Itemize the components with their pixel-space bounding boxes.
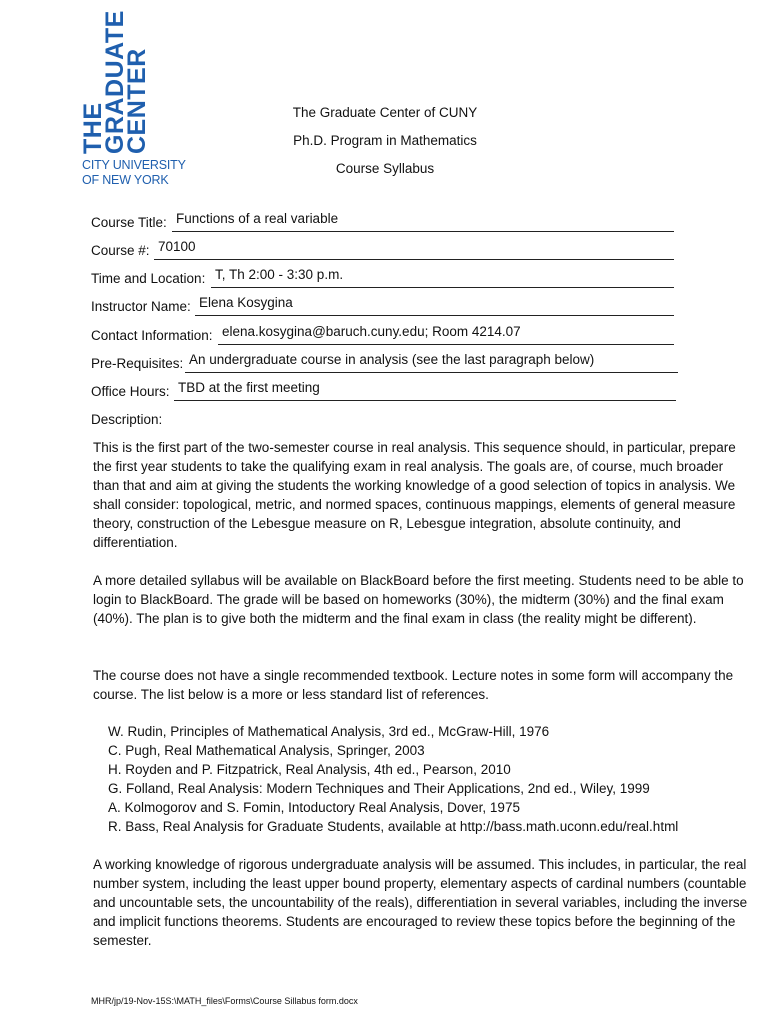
- field-prerequisites: [91, 352, 595, 374]
- logo-sub-line2: OF NEW YORK: [82, 173, 169, 187]
- field-course-title-label: Course Title:: [91, 215, 167, 230]
- reference-item: G. Folland, Real Analysis: Modern Techniques and Their Applications, 2nd ed., Wiley, 1999: [108, 781, 650, 796]
- field-contact-information-label: Contact Information:: [91, 328, 213, 343]
- field-course-number: [91, 239, 196, 261]
- field-instructor-name-label: Instructor Name:: [91, 299, 191, 314]
- description-paragraph-3: The course does not have a single recommended textbook. Lecture notes in some form will accompany the course. The list below is a more or less standard list of references.: [93, 668, 734, 702]
- description-paragraph-4: A working knowledge of rigorous undergraduate analysis will be assumed. This includes, in particular, the real number system, including the least upper bound property, elementary aspects of cardinal numbers (countable and uncountable sets, the uncountability of the reals), differentiation in several variables, including the inverse and implicit functions theorems. Students are encouraged to review these topics before the beginning of the semester.: [93, 857, 748, 948]
- field-office-hours: [91, 380, 320, 402]
- course-title-value[interactable]: Functions of a real variable: [172, 216, 674, 232]
- field-prerequisites-label: Pre-Requisites:: [91, 356, 184, 371]
- footer-file-path: MHR/jp/19-Nov-15S:\MATH_files\Forms\Course Sillabus form.docx: [91, 996, 358, 1006]
- field-time-location-label: Time and Location:: [91, 271, 206, 286]
- reference-item: R. Bass, Real Analysis for Graduate Students, available at http://bass.math.uconn.edu/real.html: [108, 819, 679, 834]
- field-course-number-label: Course #:: [91, 243, 150, 258]
- office-hours-value[interactable]: TBD at the first meeting: [174, 385, 676, 401]
- reference-item: W. Rudin, Principles of Mathematical Analysis, 3rd ed., McGraw-Hill, 1976: [108, 724, 550, 739]
- logo-sub-line1: CITY UNIVERSITY: [82, 158, 186, 172]
- field-office-hours-label: Office Hours:: [91, 384, 170, 399]
- time-location-value[interactable]: T, Th 2:00 - 3:30 p.m.: [211, 272, 674, 288]
- logo-line-center: CENTER: [123, 48, 151, 154]
- field-instructor-name: [91, 295, 293, 317]
- reference-item: A. Kolmogorov and S. Fomin, Intoductory Real Analysis, Dover, 1975: [108, 800, 520, 815]
- course-number-value[interactable]: 70100: [154, 244, 674, 260]
- reference-item: H. Royden and P. Fitzpatrick, Real Analysis, 4th ed., Pearson, 2010: [108, 762, 511, 777]
- header-institution: The Graduate Center of CUNY: [292, 105, 478, 120]
- logo-line-graduate: GRADUATE: [101, 10, 129, 154]
- graduate-center-logo: [79, 10, 186, 188]
- field-time-location: [91, 267, 344, 289]
- contact-information-value[interactable]: elena.kosygina@baruch.cuny.edu; Room 4214.07: [218, 329, 674, 345]
- field-contact-information: [91, 324, 521, 346]
- prerequisites-value[interactable]: An undergraduate course in analysis (see the last paragraph below): [185, 357, 678, 373]
- reference-list: [108, 722, 678, 836]
- description-paragraph-2: A more detailed syllabus will be available on BlackBoard before the first meeting. Students need to be able to login to BlackBoard. The grade will be based on homeworks (30%), the midterm (30%) and the final exam (40%). The plan is to give both the midterm and the final exam in class (the reality might be different).: [93, 573, 744, 626]
- description-label: Description:: [91, 412, 163, 427]
- logo-wordmark: [79, 10, 158, 154]
- description-paragraph-1: This is the first part of the two-semester course in real analysis. This sequence should, in particular, prepare the first year students to take the qualifying exam in real analysis. The goals are, of course, much broader than that and aim at giving the students the working knowledge of a good selection of topics in analysis. We shall consider: topological, metric, and normed spaces, continuous mappings, elements of general measure theory, construction of the Lebesgue measure on R, Lebesgue integration, absolute continuity, and differentiation.: [93, 440, 736, 550]
- field-course-title: [91, 211, 339, 233]
- instructor-name-value[interactable]: Elena Kosygina: [195, 300, 674, 316]
- logo-line-the: THE: [79, 102, 107, 154]
- reference-item: C. Pugh, Real Mathematical Analysis, Springer, 2003: [108, 743, 425, 758]
- logo-subtitle: [82, 158, 186, 188]
- header-program: Ph.D. Program in Mathematics: [293, 133, 477, 148]
- header-doc-title: Course Syllabus: [335, 161, 435, 176]
